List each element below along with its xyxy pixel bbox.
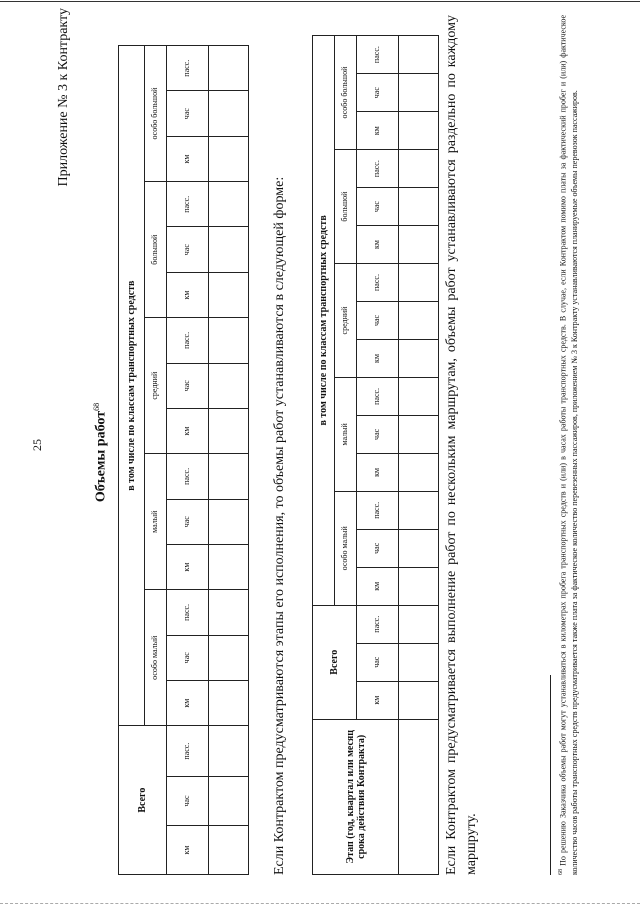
empty-cell[interactable] — [399, 681, 439, 719]
paragraph-routes: Если Контрактом предусматривается выполнение работ по нескольким маршрутам, объемы работ устанавливаются раздельно по каждому маршруту. — [444, 15, 479, 875]
bottom-border-line — [0, 903, 640, 904]
empty-cell[interactable] — [399, 264, 439, 302]
unit-hour: час — [357, 415, 399, 453]
title-footnote-mark: 68 — [92, 402, 101, 411]
empty-cell[interactable] — [399, 491, 439, 529]
empty-cell[interactable] — [209, 635, 249, 680]
empty-cell[interactable] — [399, 188, 439, 226]
empty-cell[interactable] — [209, 454, 249, 499]
t1-total-header: Всего — [119, 726, 167, 875]
empty-cell[interactable] — [399, 529, 439, 567]
empty-cell[interactable] — [399, 605, 439, 643]
unit-km: км — [357, 226, 399, 264]
unit-km: км — [167, 826, 209, 875]
empty-cell[interactable] — [399, 415, 439, 453]
unit-km: км — [167, 136, 209, 181]
empty-cell[interactable] — [209, 726, 249, 777]
unit-hour: час — [167, 363, 209, 408]
empty-cell[interactable] — [399, 453, 439, 491]
unit-hour: час — [357, 188, 399, 226]
empty-cell[interactable] — [399, 36, 439, 74]
unit-hour: час — [357, 302, 399, 340]
t2-total-header: Всего — [313, 605, 357, 719]
unit-hour: час — [167, 499, 209, 544]
t1-class-header: большой — [145, 182, 167, 318]
t2-empty-row — [399, 36, 439, 875]
t2-class-header: особо большой — [335, 36, 357, 150]
unit-pass: пасс. — [357, 377, 399, 415]
unit-km: км — [357, 681, 399, 719]
empty-cell[interactable] — [209, 272, 249, 317]
t2-classes-header: в том числе по классам транспортных средств — [313, 36, 335, 606]
empty-cell[interactable] — [209, 227, 249, 272]
empty-cell[interactable] — [209, 408, 249, 453]
empty-cell[interactable] — [209, 499, 249, 544]
t1-classes-header: в том числе по классам транспортных средств — [119, 46, 145, 726]
unit-hour: час — [167, 635, 209, 680]
t2-stage-header: Этап (год, квартал или месяц срока действия Контракта) — [313, 719, 399, 874]
t1-empty-row — [209, 46, 249, 875]
empty-cell[interactable] — [209, 777, 249, 826]
unit-hour: час — [167, 227, 209, 272]
footnote — [556, 15, 580, 875]
t1-class-header: особо большой — [145, 46, 167, 182]
t1-unit-row — [167, 46, 209, 875]
unit-pass: пасс. — [357, 36, 399, 74]
t2-class-header: малый — [335, 377, 357, 491]
empty-cell[interactable] — [399, 226, 439, 264]
unit-pass: пасс. — [357, 264, 399, 302]
t1-class-header: особо малый — [145, 590, 167, 726]
empty-cell[interactable] — [209, 590, 249, 635]
empty-cell[interactable] — [209, 544, 249, 589]
t2-class-header: большой — [335, 150, 357, 264]
unit-hour: час — [357, 74, 399, 112]
footnote-separator — [550, 675, 551, 875]
appendix-label: Приложение № 3 к Контракту — [56, 8, 71, 187]
unit-hour: час — [167, 91, 209, 136]
unit-pass: пасс. — [357, 150, 399, 188]
unit-hour: час — [167, 777, 209, 826]
unit-pass: пасс. — [167, 590, 209, 635]
empty-cell[interactable] — [209, 680, 249, 725]
empty-cell[interactable] — [399, 567, 439, 605]
footnote-text: По решению Заказчика объемы работ могут устанавливаться в километрах пробега транспортных средств и (или) в часах работы транспортных средств. В случае, если Контрактом помимо платы за фактический пробег и (или) фактическое количество часов работы транспортных средств предусматривается также плата за фактическое количество перевезенных пассажиров, приложением № 3 к Контракту устанавливаются планируемые объемы перевозок пассажиров. — [558, 14, 579, 875]
empty-cell[interactable] — [209, 363, 249, 408]
unit-km: км — [167, 408, 209, 453]
empty-cell[interactable] — [209, 318, 249, 363]
unit-km: км — [167, 680, 209, 725]
t1-class-header: средний — [145, 318, 167, 454]
unit-pass: пасс. — [167, 454, 209, 499]
paragraph-stages: Если Контрактом предусматриваются этапы его исполнения, то объемы работ устанавливаются в следующей форме: — [272, 176, 287, 875]
unit-pass: пасс. — [167, 726, 209, 777]
unit-pass: пасс. — [167, 46, 209, 91]
empty-cell[interactable] — [399, 377, 439, 415]
unit-pass: пасс. — [167, 318, 209, 363]
unit-pass: пасс. — [167, 182, 209, 227]
empty-cell[interactable] — [209, 136, 249, 181]
empty-cell[interactable] — [399, 74, 439, 112]
t2-class-header: средний — [335, 264, 357, 378]
unit-pass: пасс. — [357, 605, 399, 643]
title-text: Объемы работ — [93, 410, 109, 503]
unit-km: км — [357, 112, 399, 150]
unit-km: км — [357, 453, 399, 491]
empty-cell[interactable] — [209, 826, 249, 875]
unit-km: км — [167, 544, 209, 589]
unit-km: км — [167, 272, 209, 317]
empty-cell[interactable] — [399, 302, 439, 340]
unit-hour: час — [357, 529, 399, 567]
unit-km: км — [357, 339, 399, 377]
document-title — [92, 0, 110, 905]
empty-cell[interactable] — [209, 46, 249, 91]
volumes-table — [118, 45, 249, 875]
empty-cell[interactable] — [209, 182, 249, 227]
t2-class-header: особо малый — [335, 491, 357, 605]
empty-cell[interactable] — [399, 643, 439, 681]
empty-cell[interactable] — [399, 112, 439, 150]
empty-cell[interactable] — [399, 339, 439, 377]
stage-volumes-table — [312, 35, 439, 875]
unit-km: км — [357, 567, 399, 605]
empty-cell[interactable] — [399, 719, 439, 874]
unit-pass: пасс. — [357, 491, 399, 529]
t1-class-header: малый — [145, 454, 167, 590]
footnote-mark: 68 — [558, 869, 564, 875]
unit-hour: час — [357, 643, 399, 681]
page-number: 25 — [30, 439, 44, 451]
empty-cell[interactable] — [399, 150, 439, 188]
empty-cell[interactable] — [209, 91, 249, 136]
